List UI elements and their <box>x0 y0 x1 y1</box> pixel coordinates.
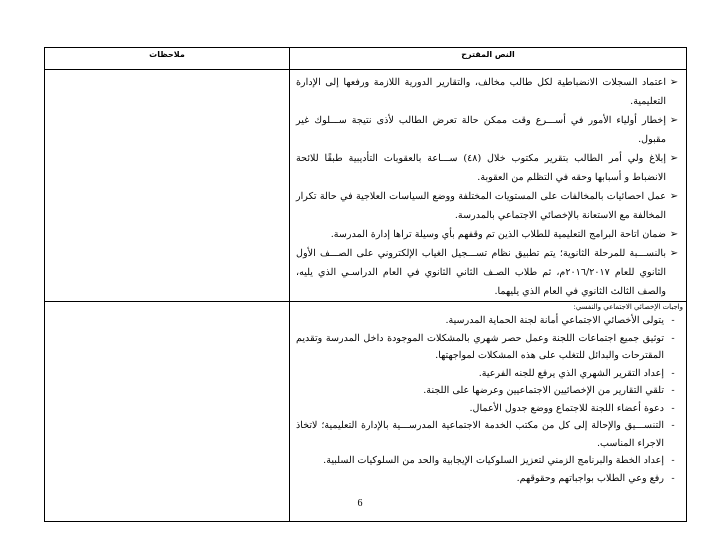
list-item: ➢ اعتماد السجلات الانضباطية لكل طالب مخالف، والتقارير الدورية اللازمة ورفعها إلى الإدارة التعليمية. <box>296 73 680 111</box>
table-header-row <box>45 48 687 70</box>
main-item-list <box>290 70 686 301</box>
arrow-bullet-icon: ➢ <box>669 248 679 259</box>
dash-bullet: - <box>671 385 675 396</box>
list-item: - توثيق جميع اجتماعات اللجنة وعمل حصر شهري بالمشكلات الموجودة داخل المدرسة وتقديم المقترحات والبدائل للتغلب على هذه المشكلات لمواجهتها. <box>296 330 680 365</box>
dash-bullet: - <box>671 315 675 326</box>
dash-bullet: - <box>671 455 675 466</box>
dash-bullet: - <box>671 332 675 344</box>
notes-cell <box>45 302 290 522</box>
header-proposed-text: النص المقترح <box>290 48 687 70</box>
table-row <box>45 302 687 522</box>
list-item: ➢ إخطار أولياء الأمور في أســـرع وقت ممكن حالة تعرض الطالب لأذى نتيجة ســـلوك غير مقبول. <box>296 111 680 149</box>
arrow-bullet-icon: ➢ <box>669 229 679 240</box>
list-item: - التنســـيق والإحالة إلى كل من مكتب الخدمة الاجتماعية المدرســـية بالإدارة التعليمية؛ لاتخاذ الاجراء المناسب. <box>296 417 680 452</box>
list-item: - دعوة أعضاء اللجنة للاجتماع ووضع جدول الأعمال. <box>296 400 680 418</box>
list-item: - إعداد التقرير الشهري الذي يرفع للجنه الفرعية. <box>296 365 680 383</box>
dash-bullet: - <box>671 472 675 484</box>
dash-bullet: - <box>671 420 675 431</box>
list-item: ➢ ضمان اتاحة البرامج التعليمية للطلاب الذين تم وقفهم بأي وسيلة تراها إدارة المدرسة. <box>296 225 680 244</box>
dash-bullet: - <box>671 402 675 414</box>
arrow-bullet-icon: ➢ <box>669 115 679 126</box>
list-item: - يتولى الأخصائي الاجتماعي أمانة لجنة الحماية المدرسية. <box>296 312 680 330</box>
page-number: 6 <box>357 498 363 509</box>
list-item: - تلقي التقارير من الإخصائيين الاجتماعيين وعرضها على اللجنة. <box>296 382 680 400</box>
social-worker-cell <box>290 302 687 522</box>
arrow-bullet-icon: ➢ <box>669 153 679 164</box>
list-item: - رفع وعي الطلاب بواجباتهم وحقوقهم. <box>296 470 680 488</box>
list-item: ➢ عمل احصائيات بالمخالفات على المستويات المختلفة ووضع السياسات العلاجية في حالة تكرار المخالفة مع الاستعانة بالإخصائي الاجتماعي بالمدرسة. <box>296 187 680 225</box>
section-heading: واجبات الإخصائي الاجتماعي والنفسي: <box>573 303 683 311</box>
notes-cell <box>45 70 290 302</box>
table-row <box>45 70 687 302</box>
list-item: ➢ بالنســـبة للمرحلة الثانوية؛ يتم تطبيق نظام تســـجيل الغياب الإلكتروني على الصـــف الأول الثانوي للعام ٢٠١٦/٢٠١٧م، ثم طلاب الصـف الثاني الثانوي في العام الدراسـي الذي يليه، والصف الثالث الثانوي في العام الذي يليهما. <box>296 244 680 301</box>
list-item: ➢ إبلاغ ولي أمر الطالب بتقرير مكتوب خلال (٤٨) ســـاعة بالعقوبات التأديبية طبقًا للائحة الانضباط و أسبابها وحقه في التظلم من العقوبة. <box>296 149 680 187</box>
proposed-text-cell <box>290 70 687 302</box>
dash-bullet: - <box>671 367 675 379</box>
social-item-list <box>290 312 686 487</box>
list-item: - إعداد الخطة والبرنامج الزمني لتعزيز السلوكيات الإيجابية والحد من السلوكيات السلبية. <box>296 452 680 470</box>
content-table <box>44 47 687 522</box>
arrow-bullet-icon: ➢ <box>669 77 679 88</box>
header-notes: ملاحظات <box>45 48 290 70</box>
arrow-bullet-icon: ➢ <box>669 191 679 202</box>
